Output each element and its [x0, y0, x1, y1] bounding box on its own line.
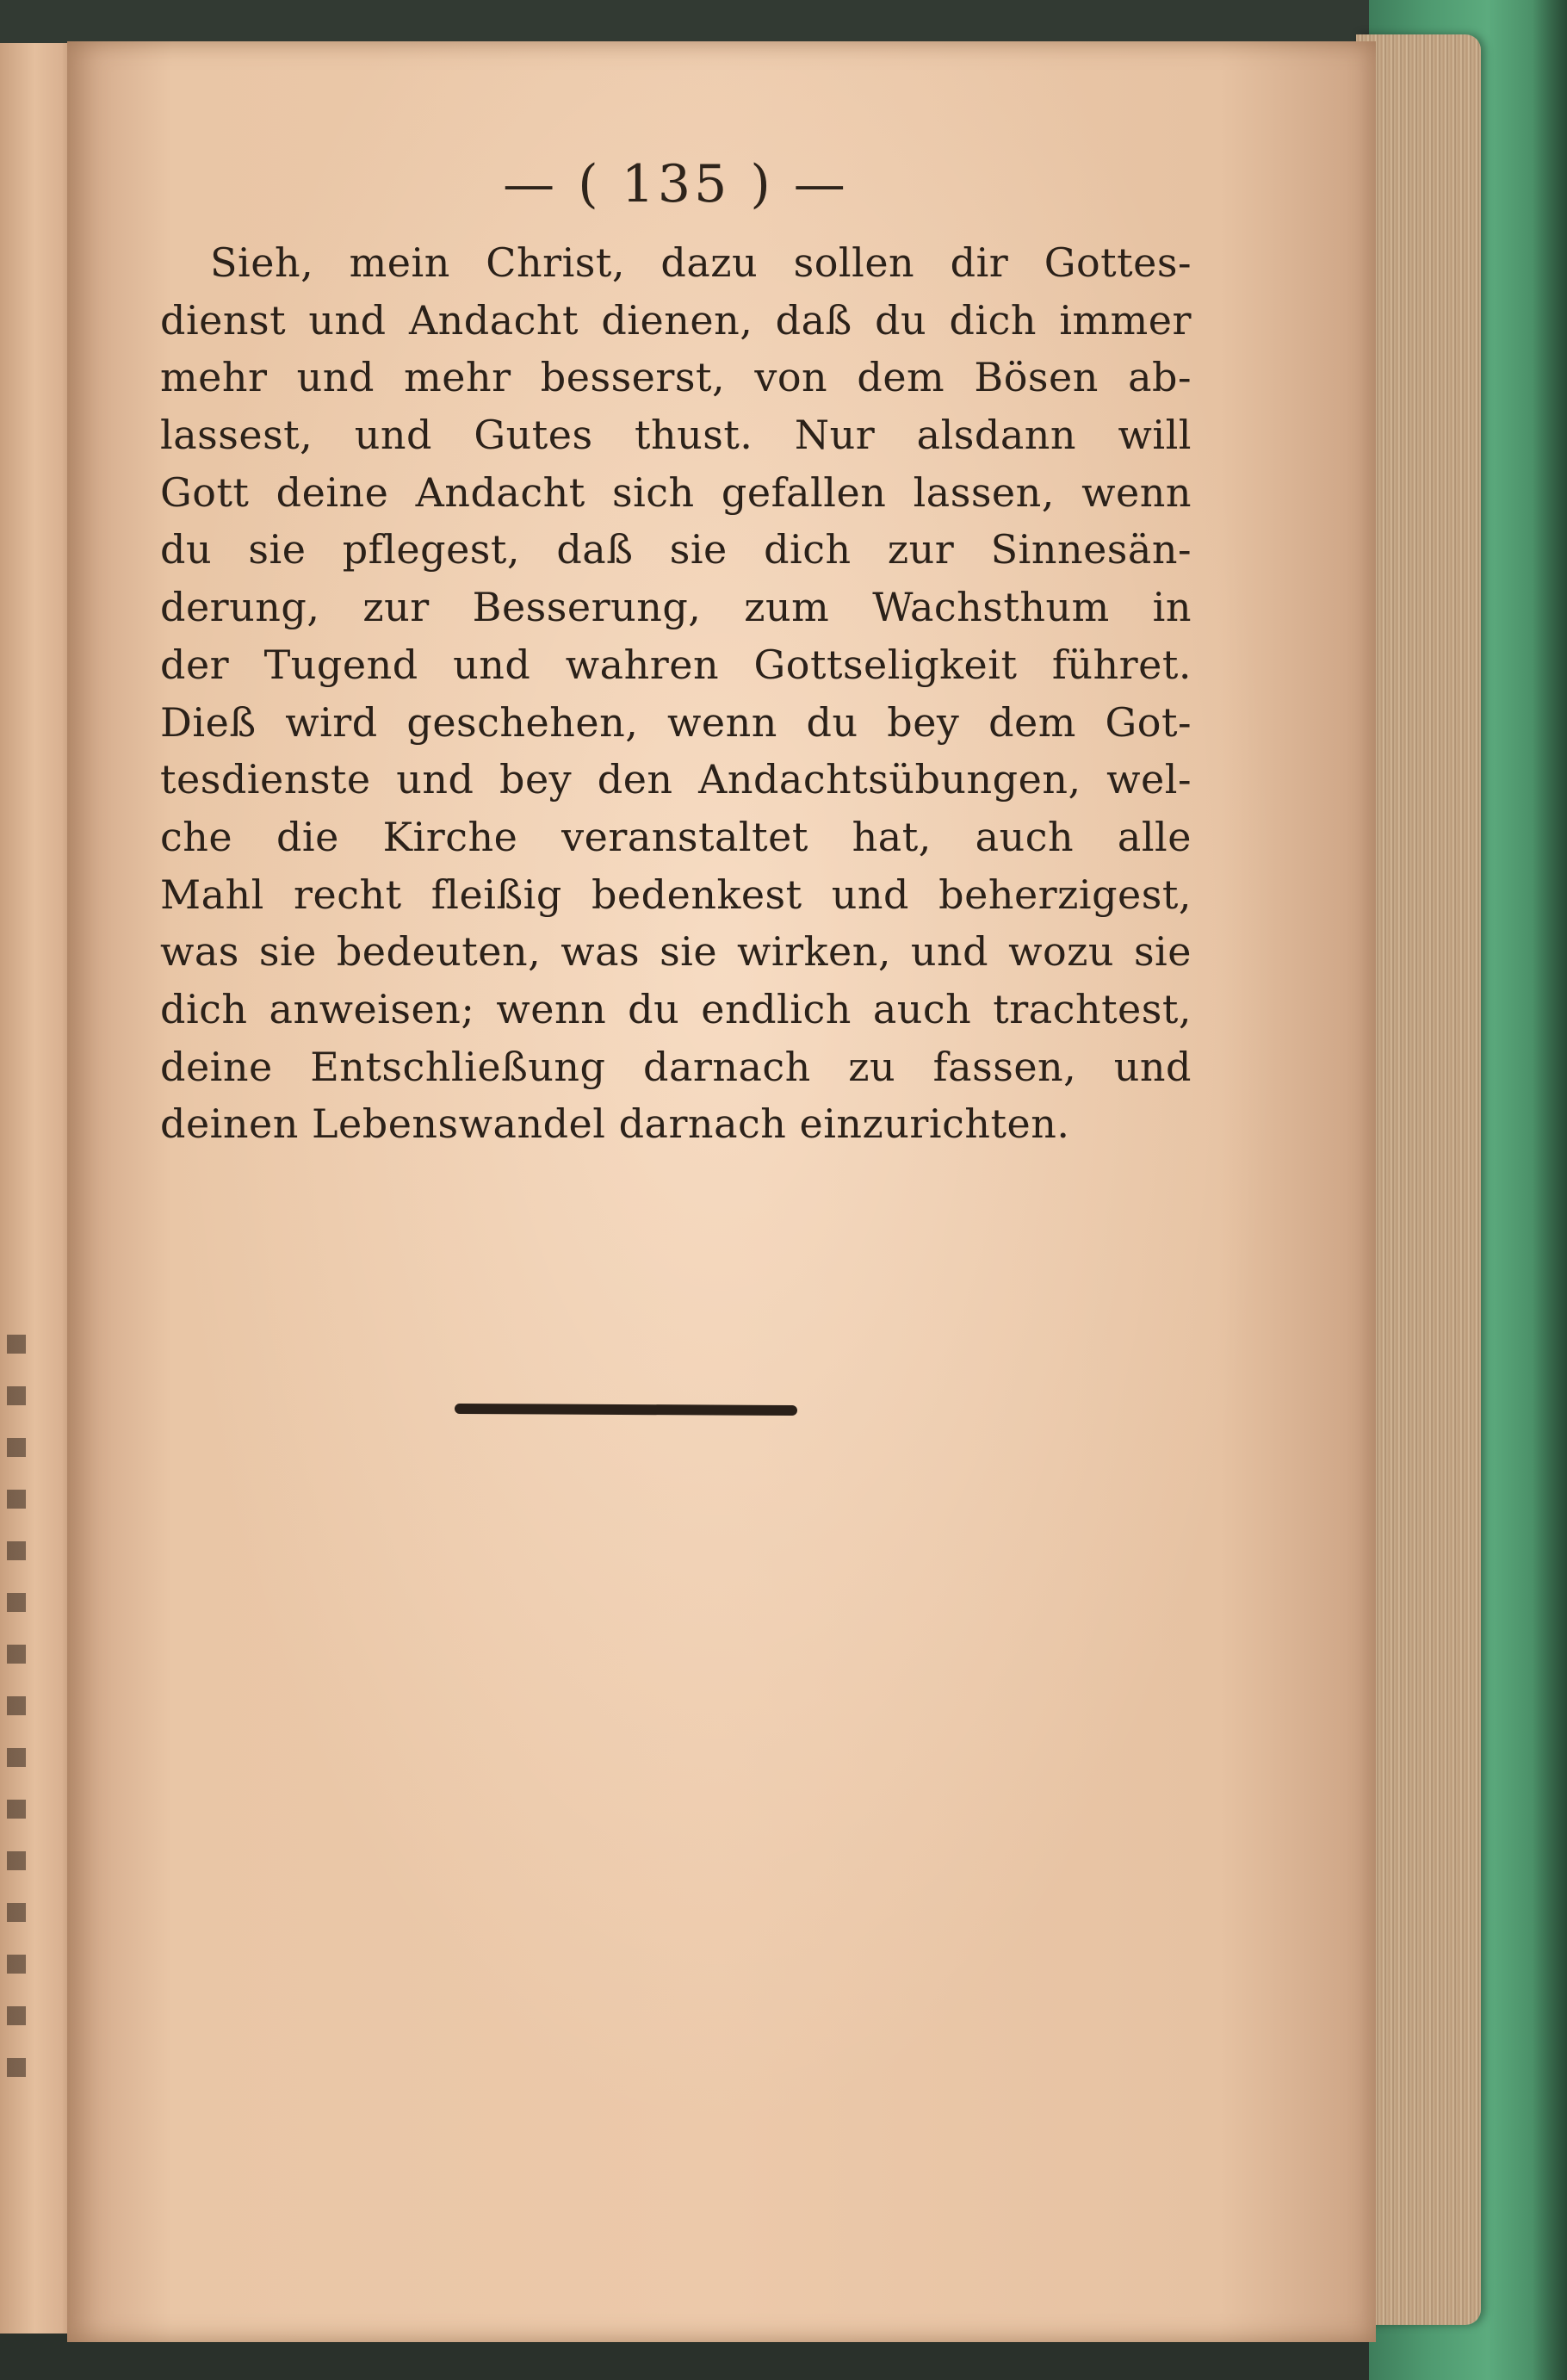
text-line: derung, zur Besserung, zum Wachsthum in — [160, 584, 1192, 631]
page-number: — ( 135 ) — — [503, 154, 849, 214]
facing-page — [0, 43, 77, 2334]
text-line: lassest, und Gutes thust. Nur alsdann will — [160, 412, 1192, 459]
text-line: was sie bedeuten, was sie wirken, und wozu sie — [160, 928, 1192, 976]
facing-page-text-fragments — [7, 1335, 26, 2110]
book-page — [67, 41, 1376, 2342]
text-line: Sieh, mein Christ, dazu sollen dir Gottes- — [210, 239, 1192, 286]
text-line: du sie pflegest, daß sie dich zur Sinnesän- — [160, 526, 1192, 573]
text-line: dich anweisen; wenn du endlich auch trachtest, — [160, 985, 1192, 1032]
text-line: che die Kirche veranstaltet hat, auch alle — [160, 813, 1192, 860]
text-line: dienst und Andacht dienen, daß du dich immer — [160, 296, 1192, 344]
section-end-rule — [455, 1404, 797, 1416]
text-line: mehr und mehr besserst, von dem Bösen ab- — [160, 354, 1192, 401]
text-line: tesdienste und bey den Andachtsübungen, wel- — [160, 756, 1192, 803]
text-line: Gott deine Andacht sich gefallen lassen, wenn — [160, 468, 1192, 516]
text-line: Dieß wird geschehen, wenn du bey dem Got- — [160, 698, 1192, 746]
text-line: der Tugend und wahren Gottseligkeit führet. — [160, 641, 1192, 688]
text-line: deinen Lebenswandel darnach einzurichten. — [160, 1100, 1070, 1148]
page-text — [160, 152, 1192, 1153]
text-line: deine Entschließung darnach zu fassen, und — [160, 1043, 1192, 1090]
text-line: Mahl recht fleißig bedenkest und beherzigest, — [160, 871, 1192, 918]
